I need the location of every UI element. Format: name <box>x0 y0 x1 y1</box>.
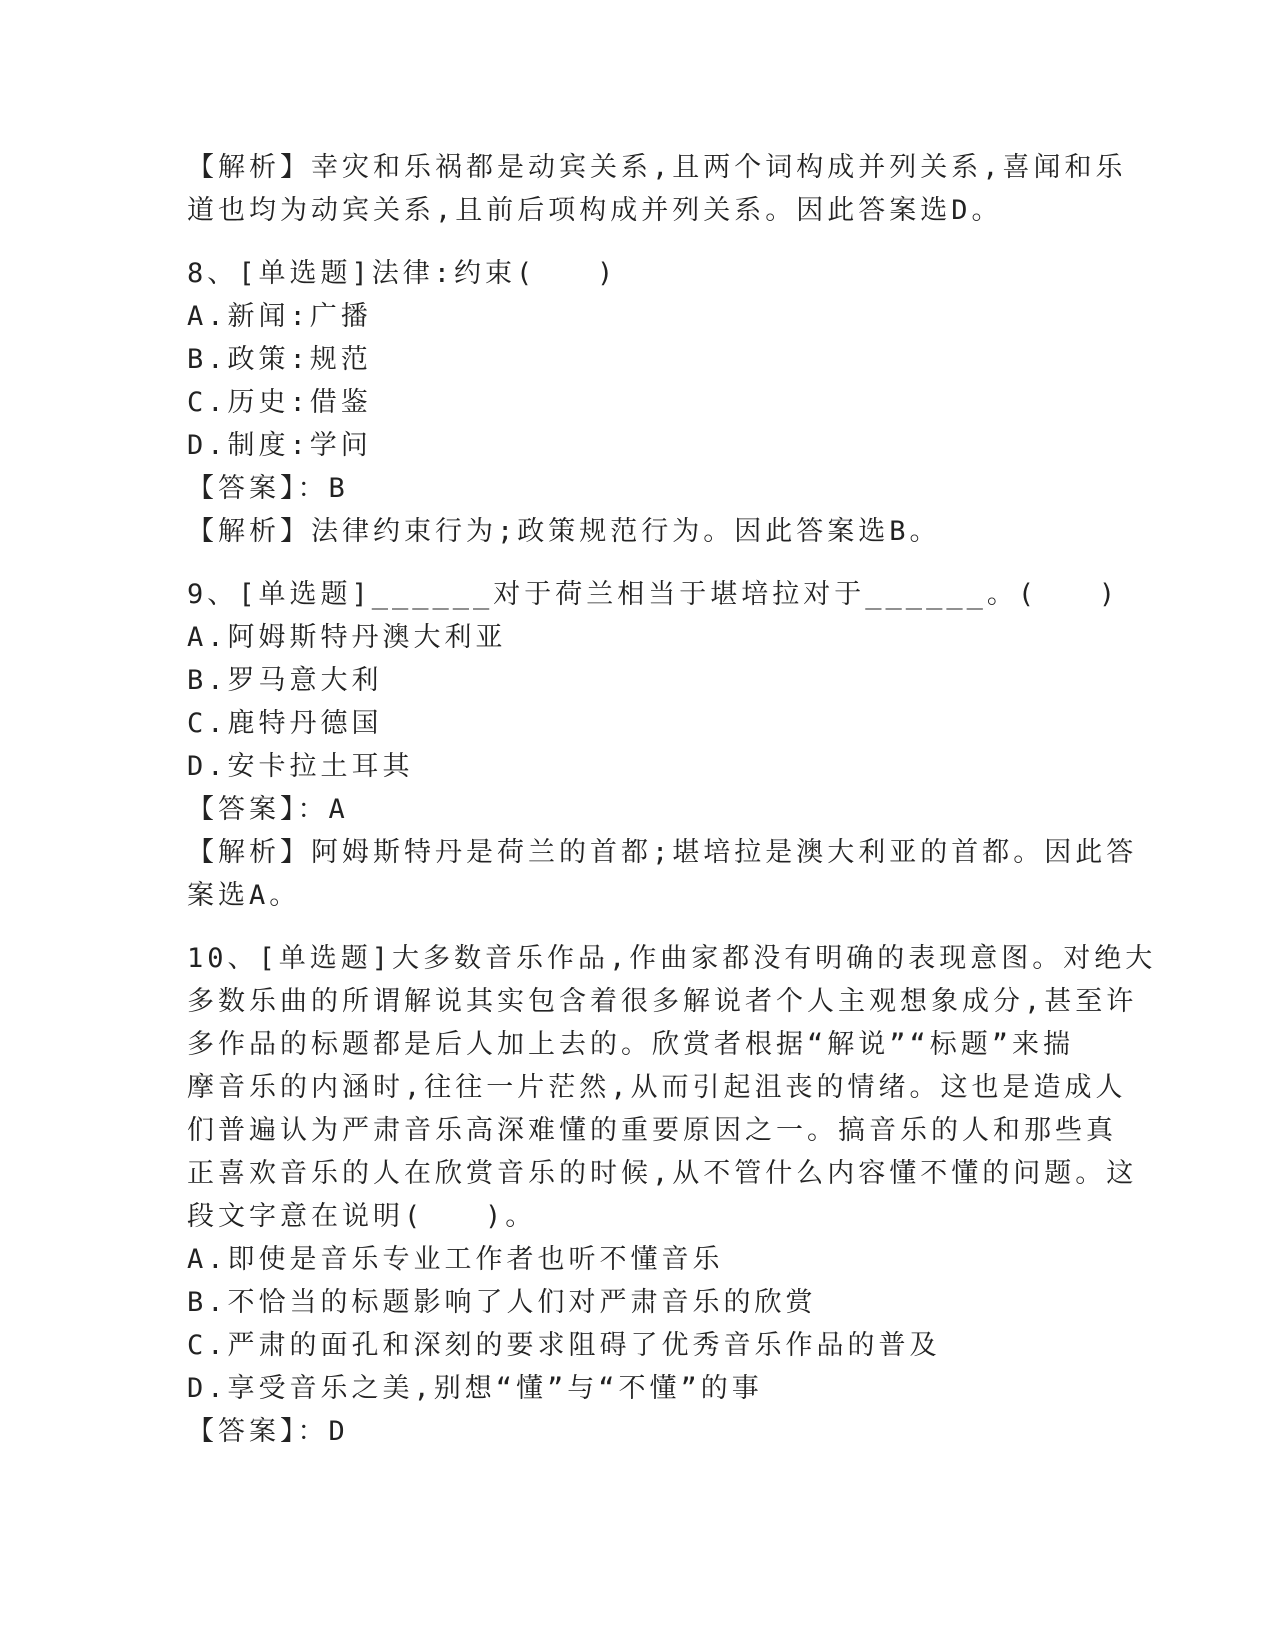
document-page <box>187 146 1157 1453</box>
answer-line: 【答案】：D <box>187 1416 349 1447</box>
question-9 <box>187 573 1138 917</box>
option-b: B.政策:规范 <box>187 344 372 375</box>
question-stem: 9、[单选题]______对于荷兰相当于堪培拉对于______。( ) <box>187 579 1120 610</box>
question-stem-line: 正喜欢音乐的人在欣赏音乐的时候,从不管什么内容懂不懂的问题。这 <box>187 1158 1138 1189</box>
option-a: A.即使是音乐专业工作者也听不懂音乐 <box>187 1244 724 1275</box>
explanation-line: 道也均为动宾关系,且前后项构成并列关系。因此答案选D。 <box>187 195 1003 226</box>
question-stem-line: 多作品的标题都是后人加上去的。欣赏者根据“解说”“标题”来揣 <box>187 1029 1075 1060</box>
question-stem-line: 们普遍认为严肃音乐高深难懂的重要原因之一。搞音乐的人和那些真 <box>187 1115 1117 1146</box>
question-10 <box>187 937 1157 1453</box>
option-d: D.享受音乐之美,别想“懂”与“不懂”的事 <box>187 1373 763 1404</box>
option-b: B.罗马意大利 <box>187 665 383 696</box>
explanation-line: 【解析】法律约束行为;政策规范行为。因此答案选B。 <box>187 516 941 547</box>
question-stem-line: 多数乐曲的所谓解说其实包含着很多解说者个人主观想象成分,甚至许 <box>187 986 1138 1017</box>
option-d: D.制度:学问 <box>187 430 372 461</box>
option-a: A.阿姆斯特丹澳大利亚 <box>187 622 507 653</box>
option-b: B.不恰当的标题影响了人们对严肃音乐的欣赏 <box>187 1287 817 1318</box>
option-c: C.鹿特丹德国 <box>187 708 383 739</box>
option-c: C.严肃的面孔和深刻的要求阻碍了优秀音乐作品的普及 <box>187 1330 941 1361</box>
option-d: D.安卡拉土耳其 <box>187 751 414 782</box>
question-stem-line: 摩音乐的内涵时,往往一片茫然,从而引起沮丧的情绪。这也是造成人 <box>187 1072 1127 1103</box>
question-stem: 8、[单选题]法律:约束( ) <box>187 258 618 289</box>
previous-explanation <box>187 146 1127 232</box>
question-stem-line: 10、[单选题]大多数音乐作品,作曲家都没有明确的表现意图。对绝大 <box>187 943 1157 974</box>
answer-line: 【答案】：A <box>187 794 349 825</box>
question-8 <box>187 252 1087 553</box>
option-a: A.新闻:广播 <box>187 301 372 332</box>
explanation-line: 案选A。 <box>187 880 301 911</box>
option-c: C.历史:借鉴 <box>187 387 372 418</box>
explanation-line: 【解析】阿姆斯特丹是荷兰的首都;堪培拉是澳大利亚的首都。因此答 <box>187 837 1138 868</box>
answer-line: 【答案】：B <box>187 473 349 504</box>
explanation-line: 【解析】幸灾和乐祸都是动宾关系,且两个词构成并列关系,喜闻和乐 <box>187 152 1127 183</box>
question-stem-line: 段文字意在说明( )。 <box>187 1201 537 1232</box>
